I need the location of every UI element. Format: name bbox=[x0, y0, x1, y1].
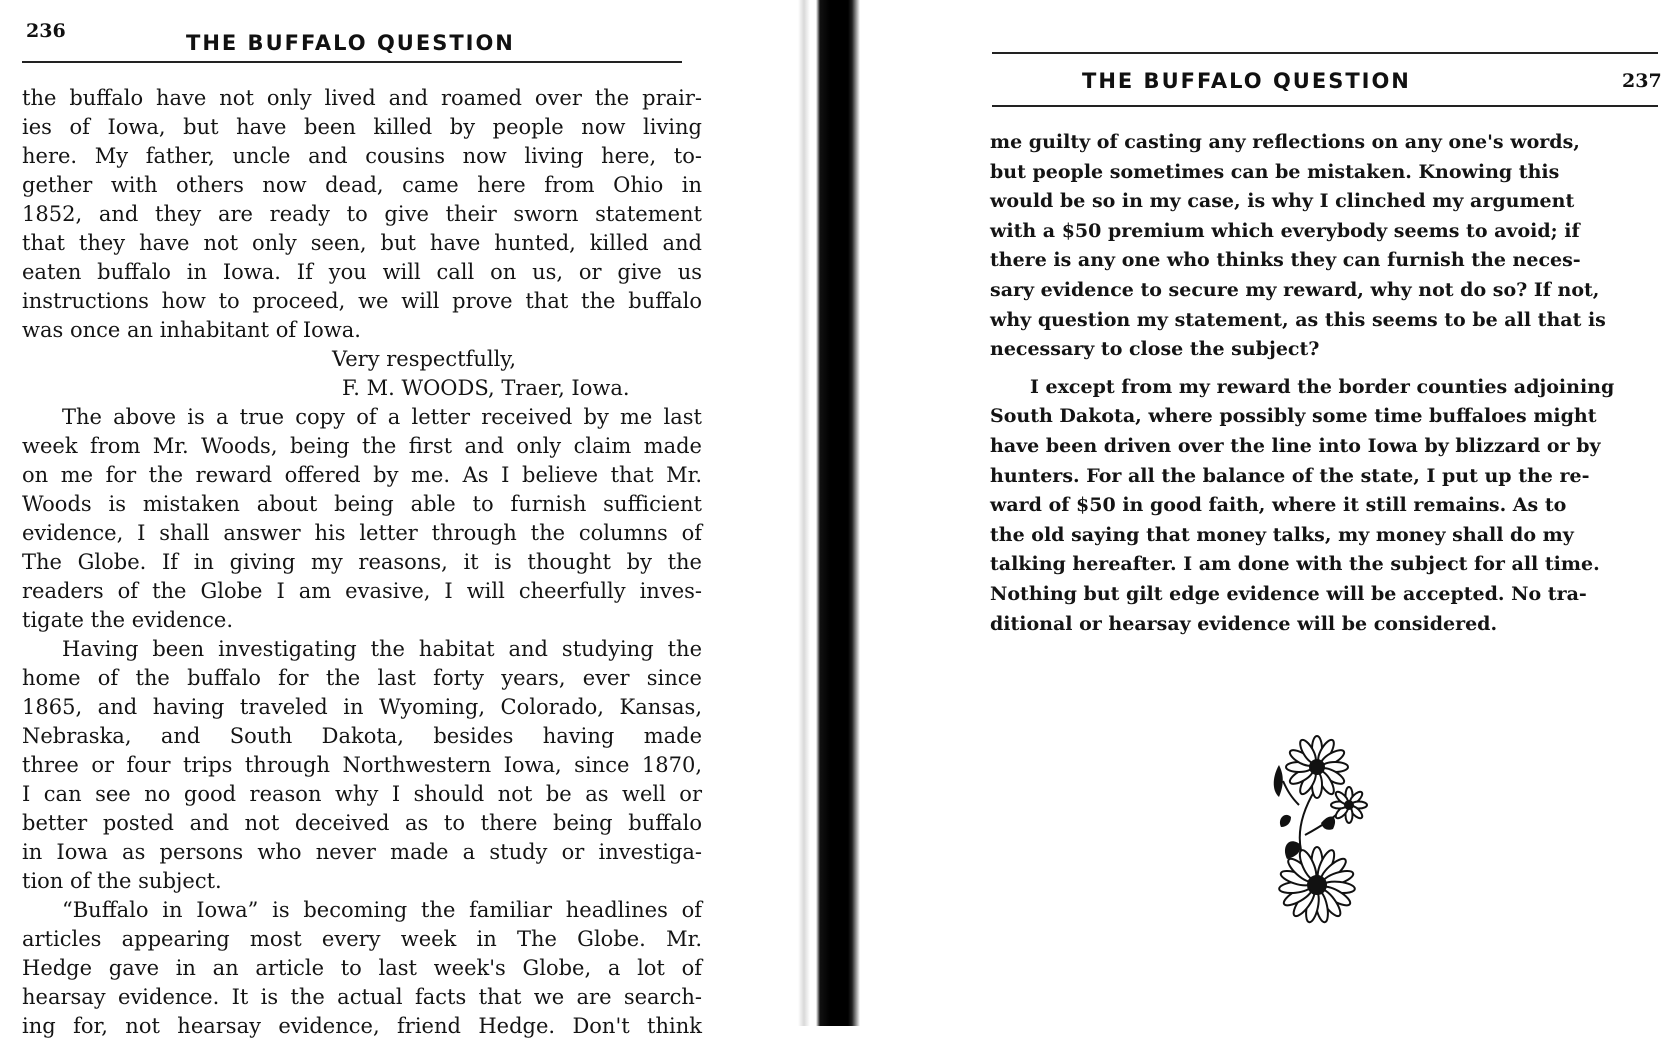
text-line: that they have not only seen, but have hunted, killed and bbox=[22, 231, 702, 255]
text-line: but people sometimes can be mistaken. Knowing this bbox=[990, 160, 1560, 183]
right-page-text bbox=[990, 128, 1615, 639]
header-rule-top bbox=[992, 52, 1658, 54]
text-line: would be so in my case, is why I clinched my argument bbox=[990, 190, 1575, 213]
text-line: I except from my reward the border counties adjoining bbox=[1030, 375, 1615, 398]
header-rule bbox=[22, 61, 682, 63]
text-line: have been driven over the line into Iowa by blizzard or by bbox=[990, 434, 1601, 457]
text-line: three or four trips through Northwestern Iowa, since 1870, bbox=[22, 753, 702, 777]
text-line: articles appearing most every week in The Globe. Mr. bbox=[22, 927, 702, 951]
text-line: gether with others now dead, came here from Ohio in bbox=[22, 173, 702, 197]
text-line: Nebraska, and South Dakota, besides having made bbox=[22, 724, 702, 748]
text-line: Having been investigating the habitat and studying the bbox=[62, 637, 702, 661]
text-line: instructions how to proceed, we will prove that the buffalo bbox=[22, 289, 702, 313]
text-line: ditional or hearsay evidence will be considered. bbox=[990, 612, 1498, 635]
text-line: ing for, not hearsay evidence, friend Hedge. Don't think bbox=[22, 1014, 702, 1038]
signature-line: F. M. WOODS, Traer, Iowa. bbox=[342, 376, 630, 400]
text-line: hunters. For all the balance of the state, I put up the re- bbox=[990, 464, 1590, 487]
text-line: tion of the subject. bbox=[22, 869, 222, 893]
book-gutter-shadow bbox=[790, 0, 860, 1026]
text-line: ies of Iowa, but have been killed by people now living bbox=[22, 115, 702, 139]
text-line: week from Mr. Woods, being the first and only claim made bbox=[22, 434, 702, 458]
text-line: was once an inhabitant of Iowa. bbox=[22, 318, 361, 342]
text-line: evidence, I shall answer his letter through the columns of bbox=[22, 521, 702, 545]
text-line: why question my statement, as this seems to be all that is bbox=[990, 308, 1606, 331]
left-page bbox=[0, 0, 790, 1038]
text-line: South Dakota, where possibly some time buffaloes might bbox=[990, 405, 1597, 428]
text-line: I can see no good reason why I should not be as well or bbox=[22, 782, 702, 806]
text-line: tigate the evidence. bbox=[22, 608, 233, 632]
closing-line: Very respectfully, bbox=[332, 347, 517, 371]
text-line: here. My father, uncle and cousins now living here, to- bbox=[22, 144, 702, 168]
text-line: me guilty of casting any reflections on any one's words, bbox=[990, 131, 1580, 153]
text-line: eaten buffalo in Iowa. If you will call on us, or give us bbox=[22, 260, 702, 284]
text-line: there is any one who thinks they can furnish the neces- bbox=[990, 249, 1581, 272]
page-number: 236 bbox=[26, 20, 66, 42]
daisy-flowers-ornament-icon bbox=[1265, 735, 1375, 930]
text-line: Nothing but gilt edge evidence will be accepted. No tra- bbox=[990, 582, 1587, 605]
text-line: the buffalo have not only lived and roamed over the prair- bbox=[22, 86, 702, 110]
text-line: necessary to close the subject? bbox=[990, 338, 1320, 361]
text-line: in Iowa as persons who never made a study or investiga- bbox=[22, 840, 702, 864]
text-line: ward of $50 in good faith, where it still remains. As to bbox=[990, 494, 1567, 517]
text-line: on me for the reward offered by me. As I believe that Mr. bbox=[22, 463, 702, 487]
text-line: Woods is mistaken about being able to furnish sufficient bbox=[22, 492, 702, 516]
text-line: the old saying that money talks, my money shall do my bbox=[990, 523, 1574, 546]
header-rule-bottom bbox=[992, 105, 1658, 107]
text-line: sary evidence to secure my reward, why not do so? If not, bbox=[990, 278, 1600, 301]
text-line: talking hereafter. I am done with the subject for all time. bbox=[990, 553, 1600, 576]
text-line: “Buffalo in Iowa” is becoming the familiar headlines of bbox=[62, 898, 702, 922]
page-number: 237 bbox=[1622, 70, 1662, 92]
text-line: better posted and not deceived as to there being buffalo bbox=[22, 811, 702, 835]
running-head: THE BUFFALO QUESTION bbox=[1082, 69, 1411, 93]
text-line: 1852, and they are ready to give their sworn statement bbox=[22, 202, 702, 226]
running-head: THE BUFFALO QUESTION bbox=[186, 31, 515, 55]
text-line: The Globe. If in giving my reasons, it is thought by the bbox=[22, 550, 702, 574]
text-line: readers of the Globe I am evasive, I will cheerfully inves- bbox=[22, 579, 702, 603]
text-line: 1865, and having traveled in Wyoming, Colorado, Kansas, bbox=[22, 695, 702, 719]
text-line: home of the buffalo for the last forty years, ever since bbox=[22, 666, 702, 690]
text-line: with a $50 premium which everybody seems to avoid; if bbox=[990, 219, 1580, 242]
left-page-text bbox=[22, 84, 702, 1041]
text-line: hearsay evidence. It is the actual facts that we are search- bbox=[22, 985, 702, 1009]
text-line: Hedge gave in an article to last week's Globe, a lot of bbox=[22, 956, 702, 980]
text-line: The above is a true copy of a letter received by me last bbox=[62, 405, 702, 429]
